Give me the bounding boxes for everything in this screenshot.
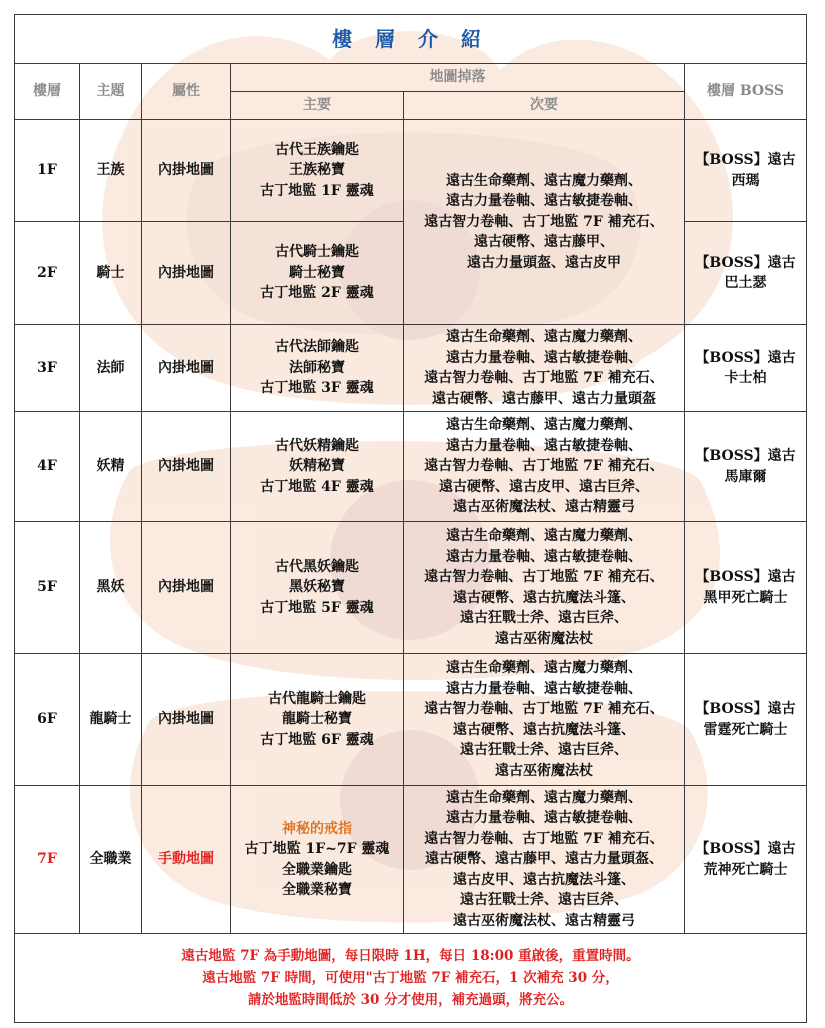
- floor-cell: 2F: [15, 222, 80, 325]
- floor-cell: 7F: [15, 786, 80, 934]
- table-row: [15, 412, 807, 522]
- secondary-drops-cell: 遠古生命藥劑、遠古魔力藥劑、 遠古力量卷軸、遠古敏捷卷軸、 遠古智力卷軸、古丁地監 7F 補充石、 遠古硬幣、遠古藤甲、遠古力量頭盔: [404, 325, 685, 412]
- table-row: [15, 325, 807, 412]
- header-main: 主要: [231, 92, 404, 120]
- main-drops-cell: 神秘的戒指 古丁地監 1F~7F 靈魂 全職業鑰匙 全職業秘寶: [231, 786, 404, 934]
- page-title: 樓 層 介 紹: [15, 15, 807, 64]
- header-attr: 屬性: [142, 64, 231, 120]
- footer-note: 遠古地監 7F 為手動地圖，每日限時 1H，每日 18:00 重啟後，重置時間。 遠古地監 7F 時間，可使用"古丁地監 7F 補充石，1 次補充 30 分， 請於地監時間低於 30 分才使用，補充過頭，將充公。: [15, 934, 807, 1023]
- attr-cell: 內掛地圖: [142, 412, 231, 522]
- theme-cell: 法師: [80, 325, 142, 412]
- floor-cell: 6F: [15, 654, 80, 786]
- floor-cell: 3F: [15, 325, 80, 412]
- floor-cell: 5F: [15, 522, 80, 654]
- footer-row: [15, 934, 807, 1023]
- table-row: [15, 654, 807, 786]
- main-drops-cell: 古代法師鑰匙 法師秘寶 古丁地監 3F 靈魂: [231, 325, 404, 412]
- boss-cell: 【BOSS】遠古 黑甲死亡騎士: [685, 522, 807, 654]
- header-theme: 主題: [80, 64, 142, 120]
- attr-cell: 內掛地圖: [142, 222, 231, 325]
- floor-cell: 4F: [15, 412, 80, 522]
- theme-cell: 全職業: [80, 786, 142, 934]
- secondary-drops-cell: 遠古生命藥劑、遠古魔力藥劑、 遠古力量卷軸、遠古敏捷卷軸、 遠古智力卷軸、古丁地監 7F 補充石、 遠古硬幣、遠古抗魔法斗篷、 遠古狂戰士斧、遠古巨斧、 遠古巫術魔法杖: [404, 522, 685, 654]
- table-row: [15, 120, 807, 222]
- attr-cell: 內掛地圖: [142, 522, 231, 654]
- header-secondary: 次要: [404, 92, 685, 120]
- boss-cell: 【BOSS】遠古 西瑪: [685, 120, 807, 222]
- attr-cell: 內掛地圖: [142, 654, 231, 786]
- theme-cell: 騎士: [80, 222, 142, 325]
- table-row: [15, 786, 807, 934]
- header-floor: 樓層: [15, 64, 80, 120]
- theme-cell: 妖精: [80, 412, 142, 522]
- boss-cell: 【BOSS】遠古 雷霆死亡騎士: [685, 654, 807, 786]
- main-drops-cell: 古代騎士鑰匙 騎士秘寶 古丁地監 2F 靈魂: [231, 222, 404, 325]
- boss-cell: 【BOSS】遠古 荒神死亡騎士: [685, 786, 807, 934]
- theme-cell: 黑妖: [80, 522, 142, 654]
- secondary-drops-cell: 遠古生命藥劑、遠古魔力藥劑、 遠古力量卷軸、遠古敏捷卷軸、 遠古智力卷軸、古丁地監 7F 補充石、 遠古硬幣、遠古藤甲、遠古力量頭盔、 遠古皮甲、遠古抗魔法斗篷、 遠古狂戰士斧、遠古巨斧、 遠古巫術魔法杖、遠古精靈弓: [404, 786, 685, 934]
- theme-cell: 王族: [80, 120, 142, 222]
- floor-table: [14, 14, 807, 1023]
- attr-cell: 內掛地圖: [142, 120, 231, 222]
- highlight-drop: 神秘的戒指: [282, 820, 352, 837]
- attr-cell: 手動地圖: [142, 786, 231, 934]
- boss-cell: 【BOSS】遠古 巴土瑟: [685, 222, 807, 325]
- main-drops-cell: 古代妖精鑰匙 妖精秘寶 古丁地監 4F 靈魂: [231, 412, 404, 522]
- floor-cell: 1F: [15, 120, 80, 222]
- attr-cell: 內掛地圖: [142, 325, 231, 412]
- main-drops-cell: 古代黑妖鑰匙 黑妖秘寶 古丁地監 5F 靈魂: [231, 522, 404, 654]
- table-row: [15, 522, 807, 654]
- main-drops-cell: 古代龍騎士鑰匙 龍騎士秘寶 古丁地監 6F 靈魂: [231, 654, 404, 786]
- main-drops-cell: 古代王族鑰匙 王族秘寶 古丁地監 1F 靈魂: [231, 120, 404, 222]
- secondary-drops-cell: 遠古生命藥劑、遠古魔力藥劑、 遠古力量卷軸、遠古敏捷卷軸、 遠古智力卷軸、古丁地監 7F 補充石、 遠古硬幣、遠古皮甲、遠古巨斧、 遠古巫術魔法杖、遠古精靈弓: [404, 412, 685, 522]
- boss-cell: 【BOSS】遠古 卡士柏: [685, 325, 807, 412]
- header-drops: 地圖掉落: [231, 64, 685, 92]
- header-boss: 樓層 BOSS: [685, 64, 807, 120]
- boss-cell: 【BOSS】遠古 馬庫爾: [685, 412, 807, 522]
- secondary-drops-cell: 遠古生命藥劑、遠古魔力藥劑、 遠古力量卷軸、遠古敏捷卷軸、 遠古智力卷軸、古丁地監 7F 補充石、 遠古硬幣、遠古藤甲、 遠古力量頭盔、遠古皮甲: [404, 120, 685, 325]
- secondary-drops-cell: 遠古生命藥劑、遠古魔力藥劑、 遠古力量卷軸、遠古敏捷卷軸、 遠古智力卷軸、古丁地監 7F 補充石、 遠古硬幣、遠古抗魔法斗篷、 遠古狂戰士斧、遠古巨斧、 遠古巫術魔法杖: [404, 654, 685, 786]
- theme-cell: 龍騎士: [80, 654, 142, 786]
